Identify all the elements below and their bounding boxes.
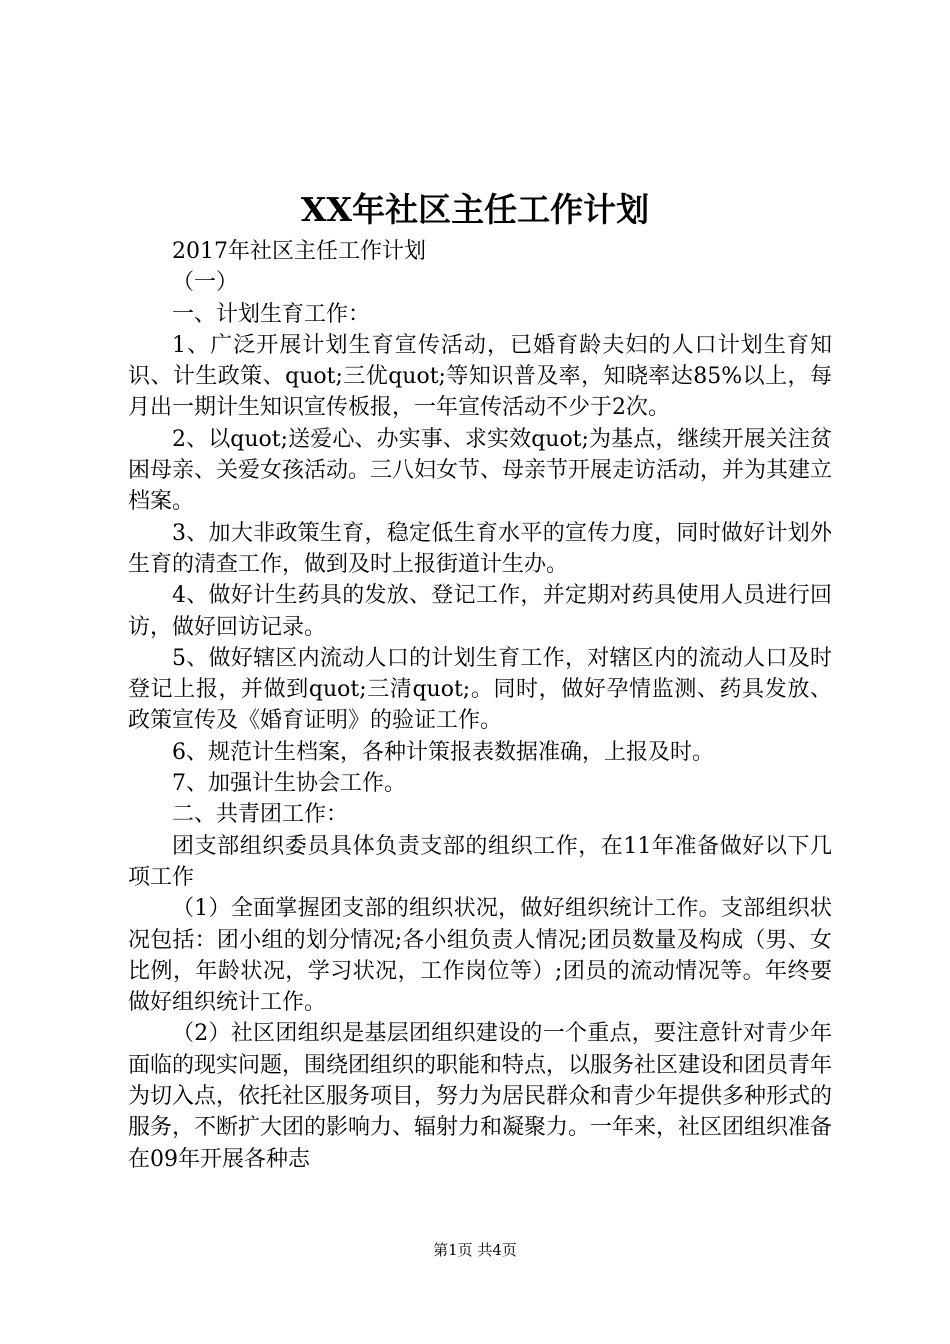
document-body — [128, 236, 832, 1175]
paragraph-item-5: 5、做好辖区内流动人口的计划生育工作，对辖区内的流动人口及时登记上报，并做到quot;三清quot;。同时，做好孕情监测、药具发放、政策宣传及《婚育证明》的验证工作。 — [128, 645, 832, 734]
paragraph-item-1: 1、广泛开展计划生育宣传活动，已婚育龄夫妇的人口计划生育知识、计生政策、quot;三优quot;等知识普及率，知晓率达85%以上，每月出一期计生知识宣传板报，一年宣传活动不少于2次。 — [128, 332, 832, 421]
paragraph-item-6: 6、规范计生档案，各种计策报表数据准确，上报及时。 — [172, 739, 714, 765]
paragraph-league-intro: 团支部组织委员具体负责支部的组织工作，在11年准备做好以下几项工作 — [128, 833, 832, 890]
section-heading-family-planning: 一、计划生育工作： — [172, 301, 371, 327]
paragraph-league-item-1: （1）全面掌握团支部的组织状况，做好组织统计工作。支部组织状况包括：团小组的划分情况;各小组负责人情况;团员数量及构成（男、女比例，年龄状况，学习状况，工作岗位等）;团员的流动情况等。年终要做好组织统计工作。 — [128, 896, 832, 1016]
paragraph-item-7: 7、加强计生协会工作。 — [172, 771, 406, 797]
paragraph-item-3: 3、加大非政策生育，稳定低生育水平的宣传力度，同时做好计划外生育的清查工作，做到及时上报街道计生办。 — [128, 520, 832, 577]
section-heading-youth-league: 二、共青团工作： — [172, 802, 349, 828]
page-footer: 第1页 共4页 — [433, 1241, 517, 1259]
paragraph-league-item-2: （2）社区团组织是基层团组织建设的一个重点，要注意针对青少年面临的现实问题，围绕团组织的职能和特点，以服务社区建设和团员青年为切入点，依托社区服务项目，努力为居民群众和青少年提供多种形式的服务，不断扩大团的影响力、辐射力和凝聚力。一年来，社区团组织准备在09年开展各种志 — [128, 1021, 833, 1172]
paragraph-subtitle: 2017年社区主任工作计划 — [172, 239, 426, 264]
paragraph-part-marker: （一） — [172, 270, 239, 296]
paragraph-item-4: 4、做好计生药具的发放、登记工作，并定期对药具使用人员进行回访，做好回访记录。 — [128, 583, 832, 640]
page-title: XX年社区主任工作计划 — [300, 190, 650, 229]
paragraph-item-2: 2、以quot;送爱心、办实事、求实效quot;为基点，继续开展关注贫困母亲、关爱女孩活动。三八妇女节、母亲节开展走访活动，并为其建立档案。 — [128, 426, 833, 515]
